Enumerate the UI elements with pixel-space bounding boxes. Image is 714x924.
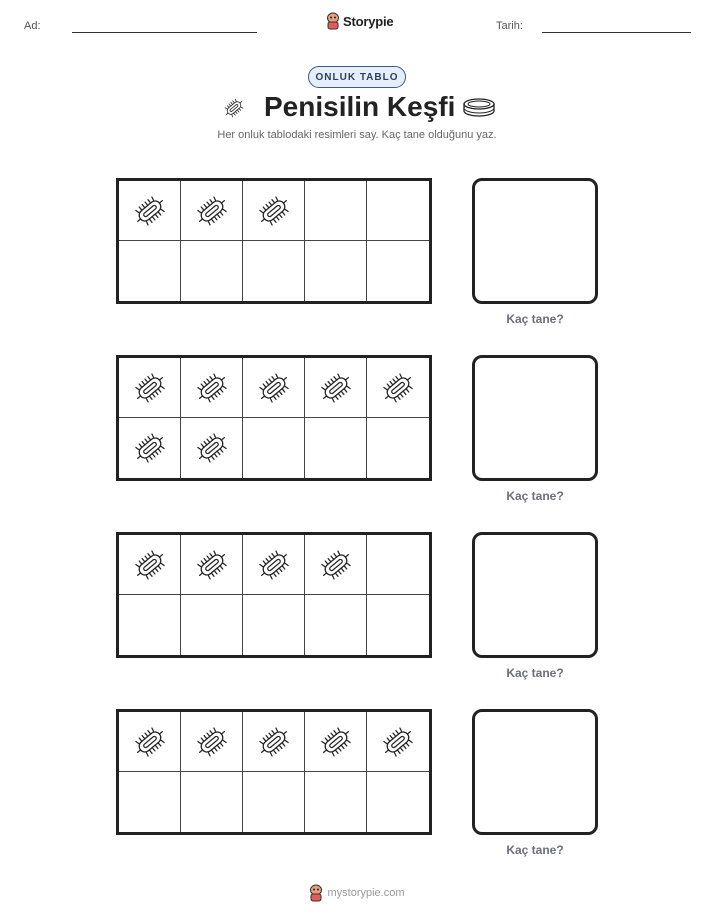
ten-frame-cell [305, 418, 367, 478]
bacteria-icon [193, 429, 231, 467]
ten-frame-cell [243, 241, 305, 301]
bacteria-icon [222, 96, 246, 120]
ten-frame-cell [119, 418, 181, 478]
answer-label: Kaç tane? [506, 666, 564, 680]
footer [0, 884, 714, 902]
bacteria-icon [131, 546, 169, 584]
ten-frame-cell [305, 181, 367, 241]
storypie-mascot-icon [309, 884, 323, 902]
petri-dish-icon [462, 96, 496, 120]
bacteria-icon [193, 192, 231, 230]
ten-frame-cell [305, 358, 367, 418]
ten-frame-cell [305, 595, 367, 655]
bacteria-icon [255, 723, 293, 761]
ten-frame-cell [305, 712, 367, 772]
brand-logo [326, 12, 393, 30]
ten-frame-cell [305, 772, 367, 832]
answer-box[interactable] [472, 709, 598, 835]
bacteria-icon [255, 546, 293, 584]
bacteria-icon [131, 429, 169, 467]
bacteria-icon [379, 723, 417, 761]
ten-frame-cell [243, 535, 305, 595]
ten-frame-cell [243, 181, 305, 241]
ten-frame-cell [367, 181, 429, 241]
ten-frame-cell [243, 772, 305, 832]
ten-frame-cell [367, 595, 429, 655]
ten-frame-cell [181, 241, 243, 301]
bacteria-icon [255, 192, 293, 230]
answer-box[interactable] [472, 532, 598, 658]
ten-frame-cell [181, 181, 243, 241]
ten-frame-cell [305, 535, 367, 595]
ten-frame-cell [181, 418, 243, 478]
ten-frame-cell [119, 595, 181, 655]
ten-frame [116, 532, 432, 658]
ten-frame-cell [181, 712, 243, 772]
answer-label: Kaç tane? [506, 843, 564, 857]
ten-frame-cell [119, 712, 181, 772]
ten-frame-cell [367, 712, 429, 772]
date-line[interactable] [542, 32, 691, 33]
ten-frame-cell [367, 535, 429, 595]
bacteria-icon [255, 369, 293, 407]
ten-frame-cell [305, 241, 367, 301]
ten-frame-cell [367, 241, 429, 301]
ten-frame-cell [181, 535, 243, 595]
ten-frame [116, 355, 432, 481]
footer-url[interactable]: mystorypie.com [327, 887, 405, 899]
ten-frame-cell [367, 418, 429, 478]
bacteria-icon [131, 369, 169, 407]
ten-frame-cell [181, 772, 243, 832]
page-title: Penisilin Keşfi [264, 91, 456, 122]
bacteria-icon [193, 369, 231, 407]
answer-box[interactable] [472, 355, 598, 481]
bacteria-icon [317, 723, 355, 761]
date-label: Tarih: [496, 20, 523, 32]
ten-frame-cell [119, 241, 181, 301]
ten-frame-cell [181, 358, 243, 418]
answer-box[interactable] [472, 178, 598, 304]
answer-label: Kaç tane? [506, 312, 564, 326]
ten-frame-cell [243, 595, 305, 655]
bacteria-icon [317, 546, 355, 584]
name-label: Ad: [24, 20, 41, 32]
worksheet-type-badge: ONLUK TABLO [308, 66, 406, 88]
bacteria-icon [379, 369, 417, 407]
answer-label: Kaç tane? [506, 489, 564, 503]
ten-frame [116, 709, 432, 835]
ten-frame [116, 178, 432, 304]
bacteria-icon [131, 192, 169, 230]
ten-frame-cell [119, 535, 181, 595]
bacteria-icon [317, 369, 355, 407]
ten-frame-cell [367, 772, 429, 832]
ten-frame-cell [119, 181, 181, 241]
ten-frame-cell [119, 772, 181, 832]
storypie-mascot-icon [326, 12, 340, 30]
brand-name: Storypie [343, 13, 394, 29]
ten-frame-cell [243, 418, 305, 478]
bacteria-icon [193, 546, 231, 584]
name-line[interactable] [72, 32, 257, 33]
bacteria-icon [131, 723, 169, 761]
ten-frame-cell [119, 358, 181, 418]
instructions: Her onluk tablodaki resimleri say. Kaç tane olduğunu yaz. [217, 129, 497, 141]
ten-frame-cell [243, 712, 305, 772]
bacteria-icon [193, 723, 231, 761]
ten-frame-cell [181, 595, 243, 655]
ten-frame-cell [367, 358, 429, 418]
title-row [0, 90, 714, 124]
ten-frame-cell [243, 358, 305, 418]
